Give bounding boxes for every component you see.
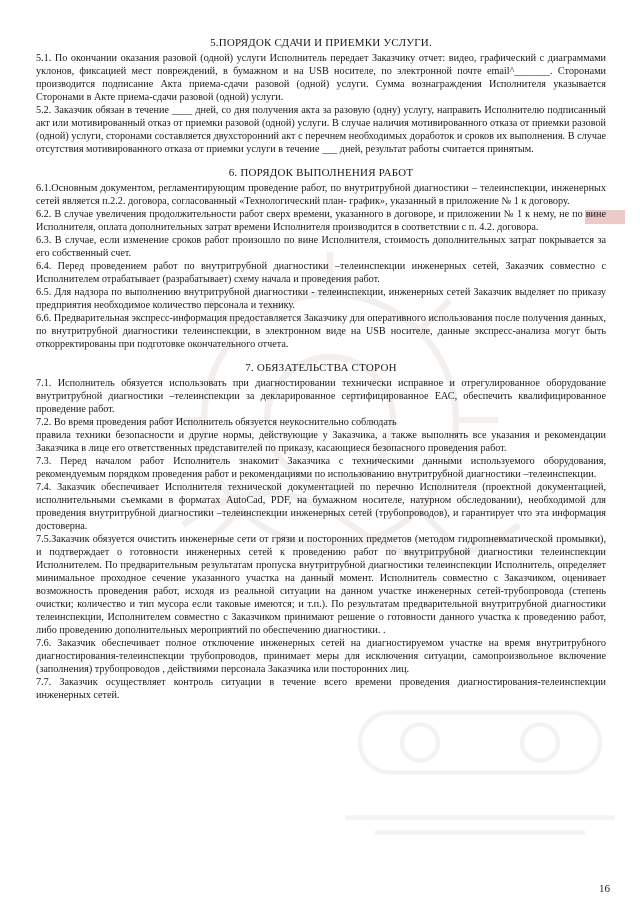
paragraph-7-7: 7.7. Заказчик осуществляет контроль ситуации в течение всего времени проведения диагностирования-телеинспекции инженерных сетей. [36, 677, 606, 701]
paragraph-6-3: 6.3. В случае, если изменение сроков работ произошло по вине Исполнителя, стоимость дополнительных затрат покрывается за его собственный счет. [36, 235, 606, 259]
paragraph-7-6: 7.6. Заказчик обеспечивает полное отключение инженерных сетей на диагностируемом участке на время внутритрубного диагностирования-телеинспекции трубопроводов, принимает меры для исключения ситуации, самопроизвольное включение (заполнения) трубопроводов , действиями персонала Заказчика или посторонних лиц. [36, 638, 606, 675]
section-7 [36, 361, 606, 702]
paragraph-6-6: 6.6. Предварительная экспресс-информация предоставляется Заказчику для оперативного использования после получения данных, по внутритрубной диагностики телеинспекции, в электронном виде на USB носителе, данные экспресс-анализа могут быть откорректированы при подготовке окончательного отчета. [36, 313, 606, 350]
section-6-title: 6. ПОРЯДОК ВЫПОЛНЕНИЯ РАБОТ [228, 167, 414, 179]
paragraph-7-5: 7.5.Заказчик обязуется очистить инженерные сети от грязи и посторонних предметов (методом гидропневматической промывки), и подтверждает о готовности инженерных сетей к проведению работ по внутритрубной диагностики телеинспекции Исполнителем. По предварительным результатам пропуска внутритрубной диагностики телеинспекции Исполнитель, определяет минимальное проходное сечение указанного участка на данный момент. Исполнитель совместно с Заказчиком, оценивает возможность проведения работ, исходя из реальной ситуации на данном участке инженерных сетей-трубопровода (степень очистки; количество и тип мусора если таковые имеются; и т.п.). По результатам предварительной внутритрубной диагностики телеинспекции, Исполнителем совместно с Заказчиком принимают решение о готовности данного участка к проведению работ, либо проведению дополнительных мероприятий по обеспечению диагностики. . [36, 534, 606, 636]
section-5-title: 5.ПОРЯДОК СДАЧИ И ПРИЕМКИ УСЛУГИ. [210, 37, 432, 49]
paragraph-5-1: 5.1. По окончании оказания разовой (одной) услуги Исполнитель передает Заказчику отчет: видео, графический с диаграммами уклонов, фиксацией мест повреждений, в бумажном и на USB носителе, по электронной почте email^_______. Сторонами производится подписание Акта приема-сдачи разовой (одной) услуги. Сумма вознаграждения Исполнителя указывается Сторонами в Акте приема-сдачи разовой (одной) услуги. [36, 53, 606, 103]
paragraph-6-1: 6.1.Основным документом, регламентирующим проведение работ, по внутритрубной диагностики – телеинспекции, инженерных сетей является п.2.2. договора, согласованный «Технологический план- график», указанный в приложение № 1 к договору. [36, 183, 606, 207]
paragraph-5-2: 5.2. Заказчик обязан в течение ____ дней, со дня получения акта за разовую (одну) услугу, направить Исполнителю подписанный акт или мотивированный отказ от приемки разовой (одной) услуги. В случае наличия мотивированного отказа от приемки разовой (одной) услуги, сторонами составляется двухсторонний акт с перечнем необходимых доработок и сроков их выполнения. В случае отсутствия мотивированного отказа от приемки услуги в течение ___ дней, результат работы считается принятым. [36, 105, 606, 155]
page-number: 16 [599, 883, 610, 895]
section-5 [36, 36, 606, 156]
paragraph-6-4: 6.4. Перед проведением работ по внутритрубной диагностики –телеинспекции инженерных сетей, Заказчик совместно с Исполнителем отрабатывает (разрабатывает) схему начала и проведения работ. [36, 261, 606, 285]
paragraph-7-1: 7.1. Исполнитель обязуется использовать при диагностировании технически исправное и отрегулированное оборудование внутритрубной диагностики –телеинспекции за декларированное сертифицированное ЕАС, обеспечить квалифицированное проведение работ. [36, 378, 606, 415]
document-body [36, 36, 606, 712]
paragraph-6-2: 6.2. В случае увеличения продолжительности работ сверх времени, указанного в договоре, и приложении № 1 к нему, не по вине Исполнителя, оплата дополнительных затрат времени Исполнителя производится в соответствии с п. 4.2. договора. [36, 209, 606, 233]
section-6 [36, 166, 606, 351]
paragraph-7-2: 7.2. Во время проведения работ Исполнитель обязуется неукоснительно соблюдать [36, 417, 397, 428]
section-7-title: 7. ОБЯЗАТЕЛЬСТВА СТОРОН [245, 362, 397, 374]
paragraph-7-2-cont: правила техники безопасности и другие нормы, действующие у Заказчика, а также выполнять все указания и рекомендации Заказчика в лице его ответственных представителей по приказу, касающиеся безопасного проведения работ. [36, 430, 606, 454]
paragraph-7-3: 7.3. Перед началом работ Исполнитель знакомит Заказчика с техническими данными используемого оборудования, рекомендуемым порядком проведения работ и рекомендациями по использованию внутритрубной диагностики –телеинспекции. [36, 456, 606, 480]
paragraph-7-4: 7.4. Заказчик обеспечивает Исполнителя технической документацией по перечню Исполнителя (проектной документацией, исполнительными съемками в форматах AutoCad, PDF, на бумажном носителе, натурном обследовании), необходимой для проведения внутритрубной диагностики –телеинспекции инженерных сетей (трубопроводов), и гарантирует что эта информация достоверна. [36, 482, 606, 532]
paragraph-6-5: 6.5. Для надзора по выполнению внутритрубной диагностики - телеинспекции, инженерных сетей Заказчик выделяет по приказу предприятия необходимое количество персонала и технику. [36, 287, 606, 311]
